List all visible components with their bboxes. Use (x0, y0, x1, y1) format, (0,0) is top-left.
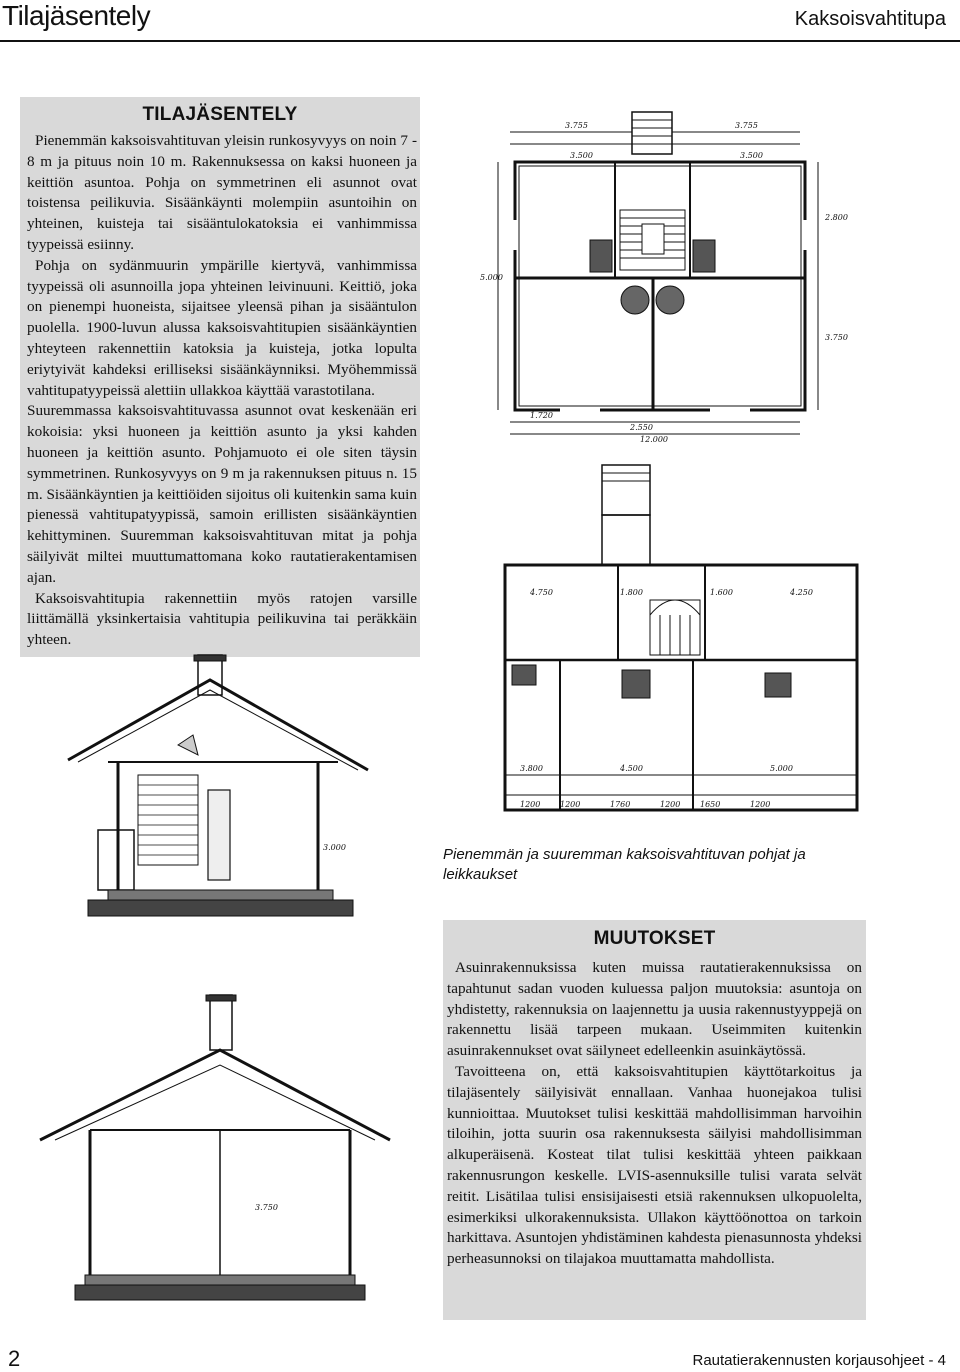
publication-title: Rautatierakennusten korjausohjeet - 4 (692, 1352, 946, 1369)
header-rule (0, 40, 960, 42)
paragraph: Pienemmän kaksoisvahtituvan yleisin runkosyvyys on noin 7 - 8 m ja pituus noin 10 m. Rakennuksessa on kaksi huoneen ja keittiön asuntoa. Pohja on symmetrinen eli asunnot ovat toistensa peilikuvia. Sisäänkäynti molempiin asuntoihin on yhteinen, kuisteja tai sisääntulokatoksia ei vanhimmissa tyypeissä esiinny. (27, 132, 417, 253)
dim-label: 4.250 (790, 588, 813, 597)
dim-label: 1200 (560, 800, 581, 809)
floor-plan-large (500, 465, 865, 825)
paragraph: Asuinrakennuksissa kuten muissa rautatierakennuksissa on tapahtunut sadan vuoden kuluessa paljon muutoksia: asuntoja on yhdistetty, rakennuksia on laajennettu ja uusia rakennustyyppejä on rakennettu lisää tarpeen mukaan. Useimmiten kuitenkin asuinrakennukset ovat säilyneet edelleenkin asuinkäytössä. (447, 959, 862, 1060)
dim-label: 2.550 (630, 423, 653, 432)
dim-label: 3.000 (323, 843, 346, 852)
dim-label: 3.755 (735, 121, 758, 130)
section-title-tilajasentely: TILAJÄSENTELY (142, 104, 298, 125)
figure-caption: Pienemmän ja suuremman kaksoisvahtituvan pohjat ja leikkaukset (443, 846, 806, 883)
page-header-subtitle: Kaksoisvahtitupa (794, 8, 946, 30)
cross-section-small (48, 650, 408, 920)
dim-label: 1200 (660, 800, 681, 809)
dim-label: 1650 (700, 800, 721, 809)
dim-label: 3.750 (825, 333, 848, 342)
dim-label: 4.500 (620, 764, 643, 773)
paragraph: Tavoitteena on, että kaksoisvahtitupien käyttötarkoitus ja tilajäsentely säilyisivät ennallaan. Vanhaa huonejakoa tulisi kunnioittaa. Muutokset tulisi keskittää mahdollisimman harvoihin tiloihin, jotta suurin osa rakennuksesta säilyisi mahdollisimman alkuperäisenä. Kosteat tilat tulisi keskittää yhteen paikkaan rakennusrungon keskelle. LVIS-asennuksille tulisi varata selvät reitit. Lisätilaa tulisi ensisijaisesti etsiä rakennuksen ulkopuolelta, esimerkiksi ulkorakennuksista. Ullakon käyttöönottoa on tarkoin harkittava. Asuntojen yhdistäminen kahdesta pienasunnosta yhdeksi perheasunnoksi on tilajakoa muuttamatta mahdollista. (447, 1062, 862, 1268)
cross-section-large (30, 990, 400, 1310)
section-title-muutokset: MUUTOKSET (593, 928, 716, 949)
dim-label: 1.600 (710, 588, 733, 597)
dim-label: 1.800 (620, 588, 643, 597)
dim-label: 5.000 (480, 273, 503, 282)
dim-label: 1200 (520, 800, 541, 809)
dim-label: 1.720 (530, 411, 553, 420)
dim-label: 3.500 (740, 151, 763, 160)
page-number: 2 (8, 1346, 21, 1371)
dim-label: 12.000 (640, 435, 668, 444)
dim-label: 4.750 (530, 588, 553, 597)
dim-label: 3.755 (565, 121, 588, 130)
section-body-tilajasentely (27, 131, 417, 651)
dim-label: 3.500 (570, 151, 593, 160)
dim-label: 5.000 (770, 764, 793, 773)
dim-label: 1200 (750, 800, 771, 809)
page-header-title: Tilajäsentely (2, 0, 151, 31)
dim-label: 1760 (610, 800, 631, 809)
dim-label: 3.800 (520, 764, 543, 773)
paragraph: Suuremmassa kaksoisvahtituvassa asunnot ovat keskenään eri kokoisia: yksi huoneen ja keittiön asunto ja yksi kahden huoneen ja keittiön asunto. Pohjamuoto ei ole siten täysin symmetrinen. Runkosyvyys on 9 m ja rakennuksen pituus n. 15 m. Sisäänkäyntien ja keittiöiden sijoitus oli kuitenkin sama kuin pienessä vahtitupatyypissä, samoin erillisten sisäänkäyntien kehittyminen. Suuremman kaksoisvahtituvan mitat ja pohja säilyivät miltei muuttumattomana koko rautatierakentamisen ajan. (27, 402, 417, 586)
paragraph: Kaksoisvahtitupia rakennettiin myös ratojen varsille liittämällä yksinkertaisia vahtitupia peilikuvina tai peräkkäin yhteen. (27, 589, 417, 649)
section-body-muutokset (447, 958, 862, 1270)
dim-label: 2.800 (825, 213, 848, 222)
dim-label: 3.750 (255, 1203, 278, 1212)
paragraph: Pohja on sydänmuurin ympärille kiertyvä, vanhimmissa tyypeissä oli asunnoilla jopa yhteinen leivinuuni. Keittiö, joka on pienempi huoneista, sijaitsee yleensä pihan ja sisääntulon puolella. 1900-luvun alussa kaksoisvahtitupien sisäänkäyntien yhteyteen rakennettiin katoksia ja kuisteja, jotka lopulta eriytyivät kahdeksi erilliseksi sisäänkäynniksi. Myöhemmissä vahtitupatyypeissä alettiin ullakkoa käyttää varastotilana. (27, 256, 417, 399)
floor-plan-small (470, 100, 848, 445)
